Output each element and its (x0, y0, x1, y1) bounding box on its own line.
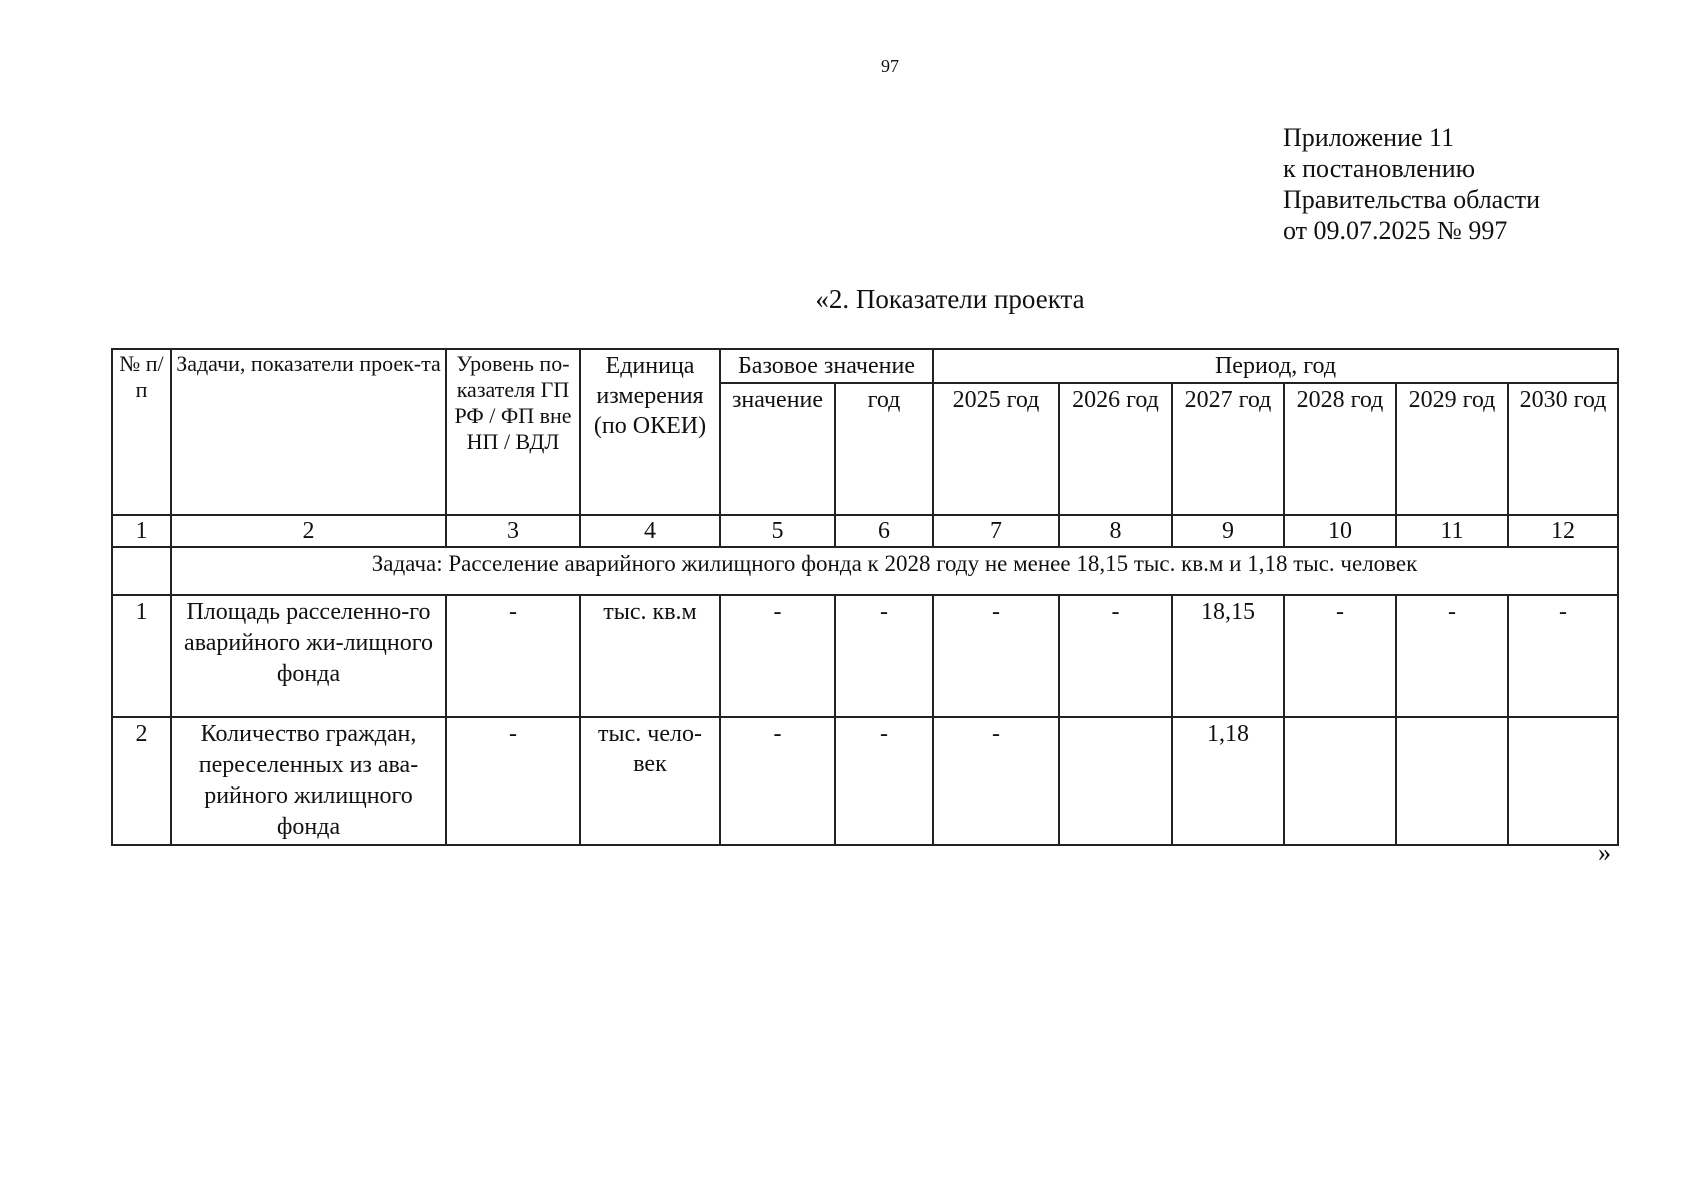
header-level: Уровень по-казателя ГП РФ / ФП вне НП / ВДЛ (446, 349, 580, 515)
column-number: 10 (1284, 515, 1396, 547)
header-num: № п/п (112, 349, 171, 515)
column-number: 6 (835, 515, 933, 547)
header-base-year: год (835, 383, 933, 515)
indicators-table (111, 348, 1619, 846)
appendix-header (1283, 122, 1540, 246)
table-row (112, 595, 1618, 717)
header-base: Базовое значение (720, 349, 933, 383)
header-tasks: Задачи, показатели проек-та (171, 349, 446, 515)
header-year: 2026 год (1059, 383, 1172, 515)
header-period: Период, год (933, 349, 1618, 383)
header-year: 2030 год (1508, 383, 1618, 515)
column-number: 11 (1396, 515, 1508, 547)
row-cell: - (1508, 595, 1618, 717)
page-number: 97 (881, 56, 899, 76)
row-num: 2 (112, 717, 171, 845)
column-number: 7 (933, 515, 1059, 547)
table-row (112, 717, 1618, 845)
column-number: 3 (446, 515, 580, 547)
column-number: 4 (580, 515, 720, 547)
row-num: 1 (112, 595, 171, 717)
task-num-empty (112, 547, 171, 595)
row-cell: 1,18 (1172, 717, 1284, 845)
appendix-line: к постановлению (1283, 154, 1476, 183)
row-cell: - (933, 595, 1059, 717)
header-year: 2025 год (933, 383, 1059, 515)
row-level: - (446, 595, 580, 717)
row-cell (1396, 717, 1508, 845)
appendix-line: Приложение 11 (1283, 123, 1455, 152)
closing-quote: » (1598, 838, 1611, 867)
row-cell (1059, 717, 1172, 845)
column-number: 8 (1059, 515, 1172, 547)
header-base-value: значение (720, 383, 835, 515)
header-unit: Единица измерения (по ОКЕИ) (580, 349, 720, 515)
row-cell: 18,15 (1172, 595, 1284, 717)
row-cell: - (1059, 595, 1172, 717)
column-number: 12 (1508, 515, 1618, 547)
column-number: 2 (171, 515, 446, 547)
row-cell: - (720, 595, 835, 717)
appendix-line: Правительства области (1283, 185, 1541, 214)
row-cell: - (835, 595, 933, 717)
header-year: 2027 год (1172, 383, 1284, 515)
row-cell (1508, 717, 1618, 845)
column-number: 9 (1172, 515, 1284, 547)
row-cell: - (720, 717, 835, 845)
row-level: - (446, 717, 580, 845)
header-year: 2028 год (1284, 383, 1396, 515)
row-name: Количество граждан, переселенных из ава-рийного жилищного фонда (171, 717, 446, 845)
header-year: 2029 год (1396, 383, 1508, 515)
row-unit: тыс. кв.м (580, 595, 720, 717)
appendix-line: от 09.07.2025 № 997 (1283, 216, 1508, 245)
row-cell: - (1284, 595, 1396, 717)
task-row: Задача: Расселение аварийного жилищного фонда к 2028 году не менее 18,15 тыс. кв.м и 1,18 тыс. человек (171, 547, 1618, 595)
row-unit: тыс. чело-век (580, 717, 720, 845)
row-cell: - (835, 717, 933, 845)
column-number: 1 (112, 515, 171, 547)
row-name: Площадь расселенно-го аварийного жи-лищного фонда (171, 595, 446, 717)
document-title: «2. Показатели проекта (815, 284, 1085, 314)
row-cell: - (933, 717, 1059, 845)
row-cell: - (1396, 595, 1508, 717)
row-cell (1284, 717, 1396, 845)
column-number: 5 (720, 515, 835, 547)
